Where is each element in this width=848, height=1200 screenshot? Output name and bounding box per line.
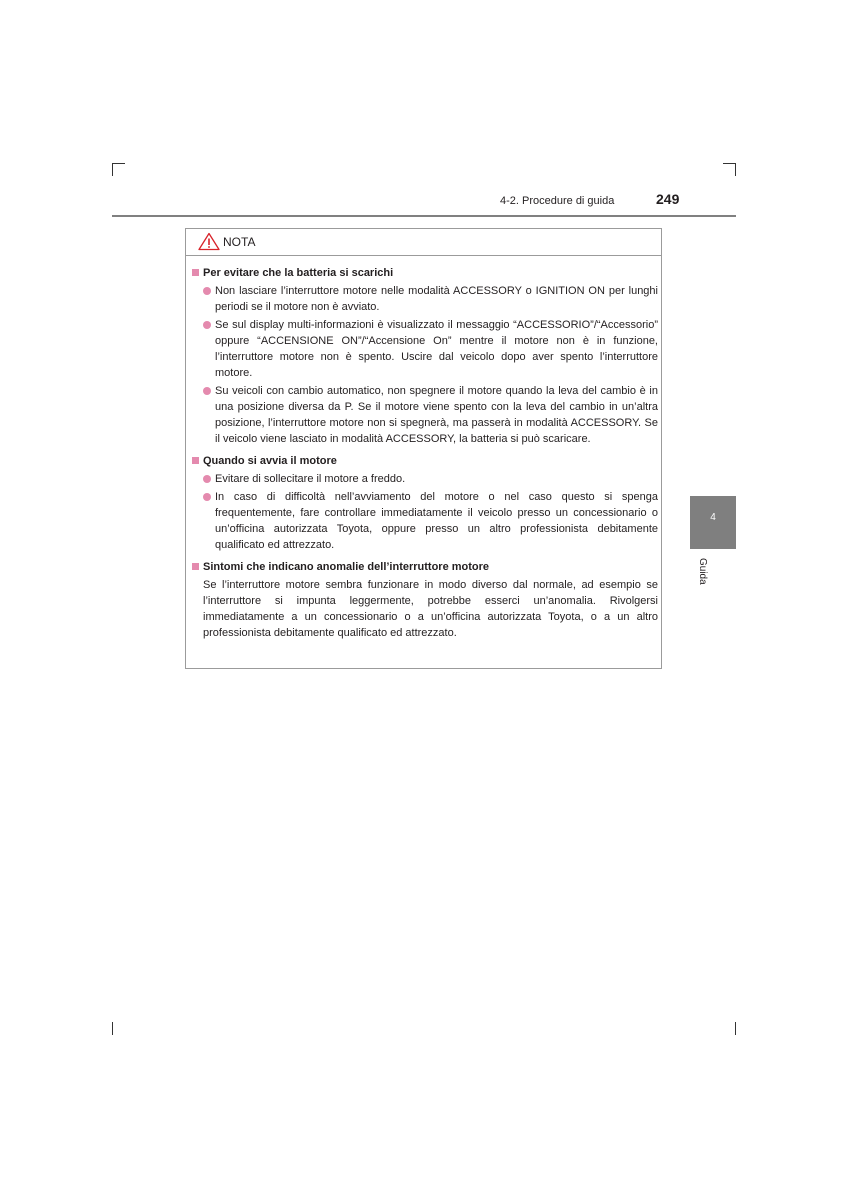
list-item: [191, 383, 658, 447]
section-body-text: Se l’interruttore motore sembra funzionare in modo diverso dal normale, ad esempio se l’interruttore si impunta leggermente, potrebbe esserci un’anomalia. Rivolgersi immediatamente a un concessionario o a un’officina autorizzata Toyota, o a un altro professionista debitamente qualificato ed attrezzato.: [203, 579, 658, 639]
chapter-tab: [690, 496, 736, 549]
list-item: [191, 471, 658, 487]
page-number: 249: [656, 191, 680, 207]
crop-mark-top-right-v: [735, 163, 736, 176]
list-item-text: Evitare di sollecitare il motore a freddo.: [215, 473, 406, 485]
note-content: [191, 265, 658, 641]
list-item: [191, 317, 658, 381]
section-title-text: Quando si avvia il motore: [203, 455, 337, 467]
note-title: NOTA: [223, 235, 256, 249]
list-item-text: Se sul display multi-informazioni è visualizzato il messaggio “ACCESSORIO”/“Accessorio” oppure “ACCENSIONE ON”/“Accensione On” mentre il motore non è in funzione, l’interruttore motore non è spento. Uscire dal veicolo dopo aver spento l’interruttore motore.: [215, 319, 658, 379]
note-box: [185, 228, 662, 669]
crop-mark-bottom-left-v: [112, 1022, 113, 1035]
circle-bullet-icon: [203, 387, 211, 395]
list-item-text: Non lasciare l’interruttore motore nelle modalità ACCESSORY o IGNITION ON per lunghi periodi se il motore non è avviato.: [215, 285, 658, 313]
section-title: [191, 559, 658, 575]
square-bullet-icon: [192, 563, 199, 570]
chapter-tab-label: Guida: [697, 558, 708, 585]
crop-mark-bottom-right-v: [735, 1022, 736, 1035]
list-item-text: Su veicoli con cambio automatico, non spegnere il motore quando la leva del cambio è in una posizione diversa da P. Se il motore viene spento con la leva del cambio in un’altra posizione, l’interruttore motore non si spegnerà, ma passerà in modalità ACCESSORY. Se il veicolo viene lasciato in modalità ACCESSORY, la batteria si può scaricare.: [215, 385, 658, 445]
list-item-text: In caso di difficoltà nell’avviamento del motore o nel caso questo si spenga frequentemente, fare controllare immediatamente il veicolo presso un concessionario o un’officina autorizzata Toyota, oppure presso un altro professionista debitamente qualificato ed attrezzato.: [215, 491, 658, 551]
section-title-text: Sintomi che indicano anomalie dell’interruttore motore: [203, 561, 490, 573]
list-item: [191, 283, 658, 315]
circle-bullet-icon: [203, 475, 211, 483]
note-header: [186, 229, 661, 256]
circle-bullet-icon: [203, 321, 211, 329]
section-title-text: Per evitare che la batteria si scarichi: [203, 267, 394, 279]
crop-mark-top-left-h: [112, 163, 125, 164]
header-section-title: 4-2. Procedure di guida: [500, 195, 615, 207]
circle-bullet-icon: [203, 493, 211, 501]
list-item: [191, 489, 658, 553]
chapter-tab-number: 4: [710, 512, 716, 523]
circle-bullet-icon: [203, 287, 211, 295]
square-bullet-icon: [192, 457, 199, 464]
section-title: [191, 265, 658, 281]
crop-mark-top-left-v: [112, 163, 113, 176]
warning-triangle-icon: [198, 232, 220, 251]
square-bullet-icon: [192, 269, 199, 276]
header-rule: [112, 215, 736, 217]
section-title: [191, 453, 658, 469]
